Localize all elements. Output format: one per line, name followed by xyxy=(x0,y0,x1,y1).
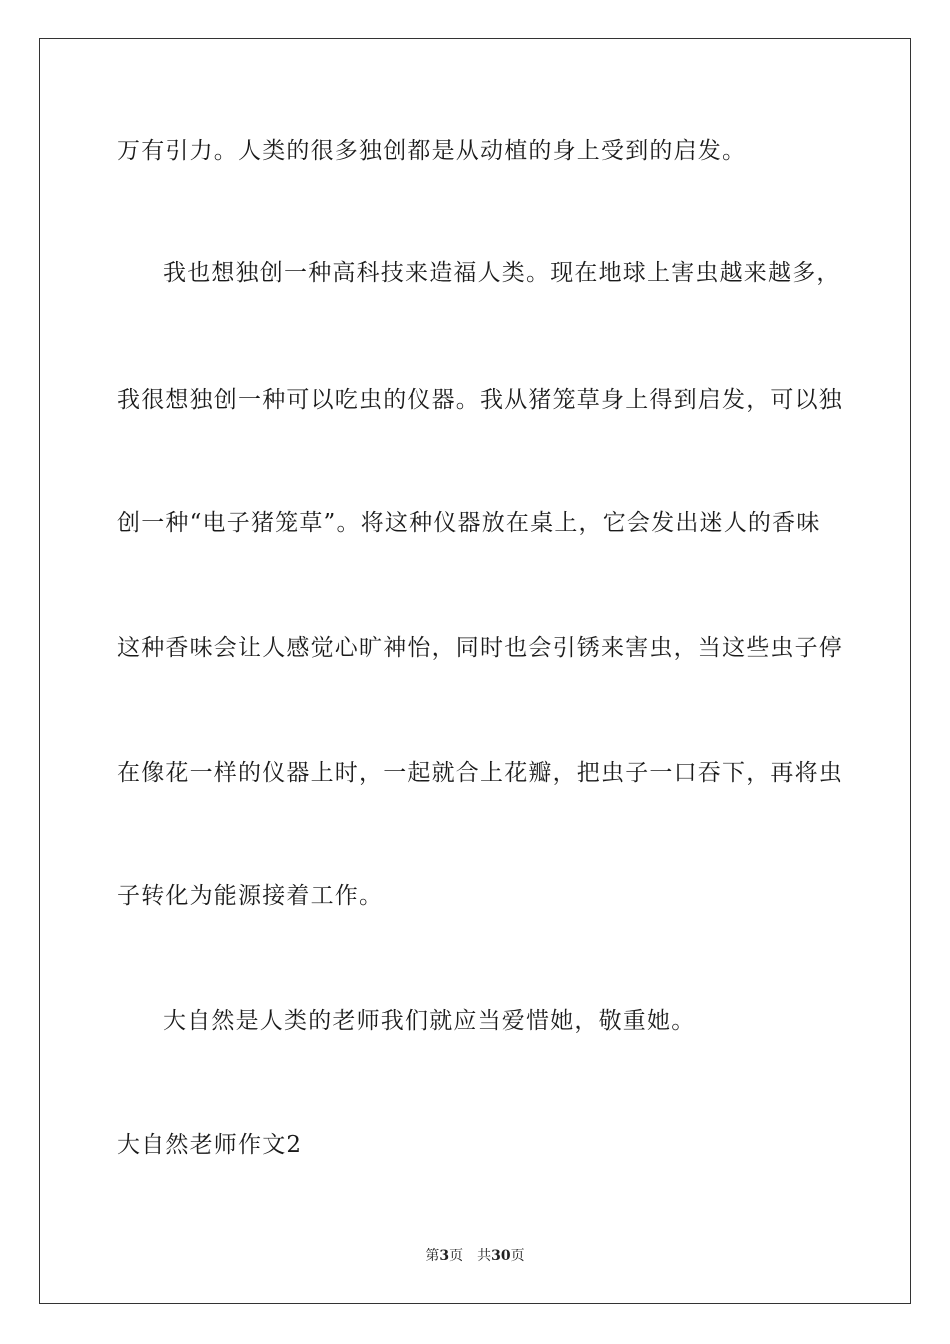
total-suffix: 页 xyxy=(510,1248,525,1264)
text-line-4: 创一种“电子猪笼草”。将这种仪器放在桌上，它会发出迷人的香味 xyxy=(117,510,821,536)
total-pages: 30 xyxy=(491,1248,511,1264)
page-suffix: 页 xyxy=(449,1248,464,1264)
total-prefix: 共 xyxy=(477,1248,492,1264)
text-line-3: 我很想独创一种可以吃虫的仪器。我从猪笼草身上得到启发，可以独 xyxy=(117,387,843,413)
text-line-2: 我也想独创一种高科技来造福人类。现在地球上害虫越来越多， xyxy=(163,260,841,286)
page-prefix: 第 xyxy=(425,1248,440,1264)
text-line-6: 在像花一样的仪器上时，一起就合上花瓣，把虫子一口吞下，再将虫 xyxy=(117,760,843,786)
page-border xyxy=(39,38,911,1304)
page-number: 3 xyxy=(439,1248,450,1264)
text-line-8: 大自然是人类的老师我们就应当爱惜她，敬重她。 xyxy=(163,1008,696,1034)
page-footer xyxy=(0,1247,950,1265)
text-line-5: 这种香味会让人感觉心旷神怡，同时也会引锈来害虫，当这些虫子停 xyxy=(117,635,843,661)
text-line-7: 子转化为能源接着工作。 xyxy=(117,883,384,909)
text-line-1: 万有引力。人类的很多独创都是从动植的身上受到的启发。 xyxy=(117,138,747,164)
section-heading: 大自然老师作文2 xyxy=(117,1132,303,1158)
